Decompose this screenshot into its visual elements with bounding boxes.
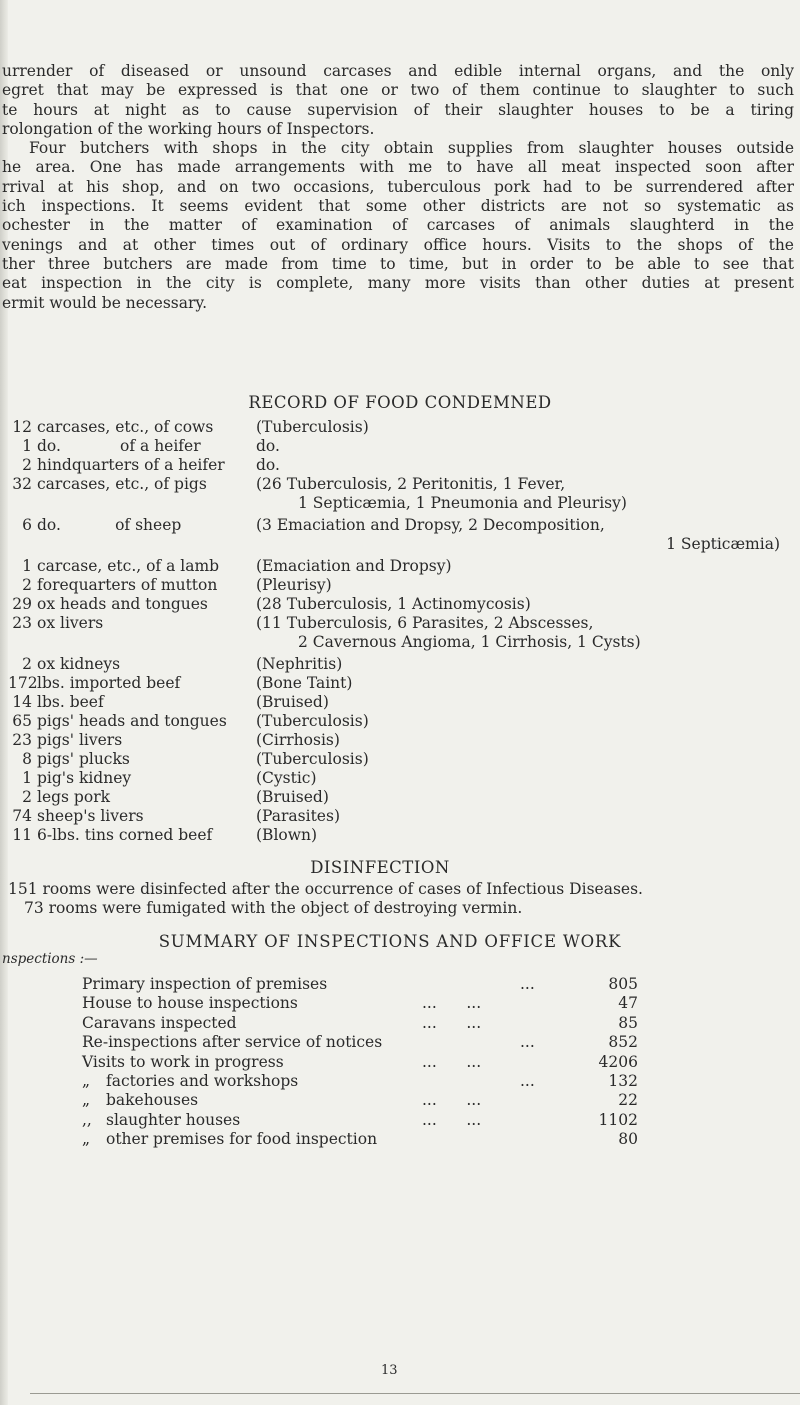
record-item [8, 674, 180, 692]
record-quantity: 8 [22, 750, 32, 768]
record-quantity: 6 [22, 516, 32, 534]
record-condition: 1 Septicæmia, 1 Pneumonia and Pleurisy) [298, 494, 627, 512]
leader-dots: ... ... [422, 1110, 482, 1129]
leader-dots: ... ... [422, 994, 482, 1013]
inspection-label: Re-inspections after service of notices [82, 1033, 383, 1052]
record-row [8, 769, 788, 788]
record-row [8, 475, 788, 494]
record-item [8, 788, 110, 806]
record-heading: RECORD OF FOOD CONDEMNED [248, 393, 552, 412]
record-description: pigs' plucks [37, 750, 130, 768]
record-quantity: 65 [12, 712, 32, 730]
ditto-mark: ,, [82, 1110, 92, 1129]
record-row [8, 494, 788, 513]
disinfection-line: 151 rooms were disinfected after the occurrence of cases of Infectious Diseases. [8, 880, 643, 898]
record-item [8, 516, 181, 534]
record-row [8, 576, 788, 595]
record-quantity: 14 [12, 693, 32, 711]
record-condition: (Emaciation and Dropsy) [256, 557, 452, 575]
record-description: pigs' livers [37, 731, 123, 749]
record-item [8, 655, 120, 673]
record-condition: (Blown) [256, 826, 318, 844]
inspection-row [0, 1072, 800, 1091]
record-condition: (Cystic) [256, 769, 317, 787]
intro-line: Four butchers with shops in the city obtain supplies from slaughter houses outside [29, 139, 794, 158]
record-item [8, 475, 207, 493]
record-row [8, 807, 788, 826]
inspection-count: 22 [618, 1091, 638, 1110]
record-description: hindquarters of a heifer [37, 456, 225, 474]
record-row [8, 731, 788, 750]
record-condition: (Tuberculosis) [256, 712, 369, 730]
intro-line: ermit would be necessary. [2, 293, 207, 312]
record-condition: do. [256, 437, 280, 455]
intro-line: he area. One has made arrangements with me to have all meat inspected soon after [2, 158, 794, 177]
record-condition: (Tuberculosis) [256, 418, 369, 436]
intro-line: venings and at other times out of ordinary office hours. Visits to the shops of the [2, 235, 794, 254]
record-row [8, 633, 788, 652]
inspection-row [0, 1014, 800, 1033]
intro-line: te hours at night as to cause supervision of their slaughter houses to be a tiring [2, 100, 794, 119]
record-condition: 2 Cavernous Angioma, 1 Cirrhosis, 1 Cysts) [298, 633, 641, 651]
intro-line: ther three butchers are made from time to time, but in order to be able to see that [2, 254, 794, 273]
leader-dots: ... [520, 1033, 535, 1052]
inspection-label: Visits to work in progress [82, 1052, 284, 1071]
record-condition: (Pleurisy) [256, 576, 332, 594]
record-row [8, 750, 788, 769]
inspection-label: bakehouses [106, 1091, 199, 1110]
record-item [8, 750, 130, 768]
inspection-count: 132 [608, 1072, 638, 1090]
record-condition: (28 Tuberculosis, 1 Actinomycosis) [256, 595, 531, 613]
disinfection-line: 73 rooms were fumigated with the object of destroying vermin. [24, 899, 523, 917]
record-item [8, 557, 219, 575]
record-description: do. of sheep [37, 516, 182, 534]
record-row [8, 614, 788, 633]
record-condition: (Bruised) [256, 788, 329, 806]
record-condition: (Cirrhosis) [256, 731, 340, 749]
intro-line: rrival at his shop, and on two occasions, tuberculous pork had to be surrendered after [2, 177, 794, 196]
record-row [8, 418, 788, 437]
record-row [8, 437, 788, 456]
ditto-mark: „ [82, 1130, 91, 1149]
record-description: forequarters of mutton [37, 576, 218, 594]
inspection-row [0, 1033, 800, 1052]
disinfection-heading: DISINFECTION [310, 858, 450, 877]
record-row [8, 655, 788, 674]
record-row [8, 516, 788, 535]
record-condition: (Bruised) [256, 693, 329, 711]
intro-paragraph [2, 62, 794, 313]
leader-dots: ... ... [422, 1013, 482, 1032]
inspection-row [0, 1111, 800, 1130]
bottom-rule [30, 1393, 800, 1394]
record-description: lbs. imported beef [37, 674, 181, 692]
record-quantity: 1 [22, 437, 32, 455]
record-description: lbs. beef [37, 693, 104, 711]
record-quantity: 2 [22, 576, 32, 594]
record-description: carcase, etc., of a lamb [37, 557, 220, 575]
record-description: pigs' heads and tongues [37, 712, 227, 730]
intro-line: urrender of diseased or unsound carcases and edible internal organs, and the only [2, 62, 794, 80]
record-condition: do. [256, 456, 280, 474]
record-quantity: 2 [22, 788, 32, 806]
record-quantity: 23 [12, 731, 32, 749]
record-description: do. of a heifer [37, 437, 201, 455]
record-row [8, 674, 788, 693]
record-quantity: 11 [12, 826, 32, 844]
record-quantity: 2 [22, 655, 32, 673]
record-item [8, 807, 144, 825]
inspection-row [0, 1091, 800, 1110]
inspection-row [0, 994, 800, 1013]
record-condition: (Nephritis) [256, 655, 343, 673]
record-quantity: 2 [22, 456, 32, 474]
record-condition: (3 Emaciation and Dropsy, 2 Decomposition, [256, 516, 605, 534]
record-description: pig's kidney [37, 769, 132, 787]
record-condition: (Parasites) [256, 807, 340, 825]
inspection-label: factories and workshops [106, 1072, 299, 1090]
record-item [8, 712, 227, 730]
record-quantity: 74 [12, 807, 32, 825]
inspection-label: House to house inspections [82, 994, 298, 1013]
inspection-label: slaughter houses [106, 1110, 241, 1129]
record-item [8, 595, 208, 613]
record-row [8, 712, 788, 731]
intro-line: rolongation of the working hours of Inspectors. [2, 119, 375, 138]
record-condition: (26 Tuberculosis, 2 Peritonitis, 1 Fever, [256, 475, 566, 493]
inspection-row [0, 1053, 800, 1072]
record-description: ox livers [37, 614, 104, 632]
record-row [8, 535, 788, 554]
record-description: legs pork [37, 788, 110, 806]
record-quantity: 172 [8, 674, 38, 692]
record-condition: (Tuberculosis) [256, 750, 369, 768]
record-description: carcases, etc., of pigs [37, 475, 207, 493]
record-row [8, 557, 788, 576]
inspection-row [0, 1130, 800, 1149]
inspection-count: 47 [618, 994, 638, 1013]
record-row [8, 693, 788, 712]
intro-line: ich inspections. It seems evident that some other districts are not so systematic as [2, 197, 794, 216]
leader-dots: ... ... [422, 1091, 482, 1110]
record-quantity: 32 [12, 475, 32, 493]
ditto-mark: „ [82, 1072, 91, 1090]
inspection-count: 80 [618, 1130, 638, 1149]
record-item [8, 576, 217, 594]
record-row [8, 595, 788, 614]
record-description: ox kidneys [37, 655, 121, 673]
record-item [8, 456, 225, 474]
record-item [8, 731, 122, 749]
inspection-count: 805 [608, 975, 638, 993]
page-number: 13 [381, 1363, 398, 1378]
intro-line: ochester in the matter of examination of carcases of animals slaughterd in the [2, 216, 794, 235]
record-quantity: 1 [22, 769, 32, 787]
record-item [8, 418, 213, 436]
record-quantity: 23 [12, 614, 32, 632]
record-quantity: 29 [12, 595, 32, 613]
record-condition: (11 Tuberculosis, 6 Parasites, 2 Abscesses, [256, 614, 594, 632]
record-description: ox heads and tongues [37, 595, 208, 613]
inspections-subheading: nspections :— [2, 951, 98, 967]
record-condition: 1 Septicæmia) [666, 535, 780, 553]
record-row [8, 826, 788, 845]
leader-dots: ... ... [422, 1052, 482, 1071]
record-description: carcases, etc., of cows [37, 418, 214, 436]
record-item [8, 693, 104, 711]
record-row [8, 788, 788, 807]
intro-line: eat inspection in the city is complete, many more visits than other duties at present [2, 274, 794, 293]
intro-line: egret that may be expressed is that one or two of them continue to slaughter to such [2, 81, 794, 100]
inspection-count: 4206 [598, 1052, 638, 1071]
leader-dots: ... [520, 975, 535, 993]
ditto-mark: „ [82, 1091, 91, 1110]
inspection-count: 85 [618, 1013, 638, 1032]
inspection-label: other premises for food inspection [106, 1130, 378, 1149]
record-item [8, 769, 131, 787]
record-quantity: 1 [22, 557, 32, 575]
record-item [8, 437, 201, 455]
inspection-label: Caravans inspected [82, 1013, 237, 1032]
leader-dots: ... [520, 1072, 535, 1090]
inspection-label: Primary inspection of premises [82, 975, 328, 993]
inspection-row [0, 975, 800, 994]
record-description: sheep's livers [37, 807, 144, 825]
record-row [8, 456, 788, 475]
inspection-count: 852 [608, 1033, 638, 1052]
inspection-count: 1102 [598, 1110, 638, 1129]
record-item [8, 826, 212, 844]
record-condition: (Bone Taint) [256, 674, 353, 692]
record-quantity: 12 [12, 418, 32, 436]
record-item [8, 614, 103, 632]
summary-heading: SUMMARY OF INSPECTIONS AND OFFICE WORK [158, 932, 622, 951]
record-description: 6-lbs. tins corned beef [37, 826, 213, 844]
